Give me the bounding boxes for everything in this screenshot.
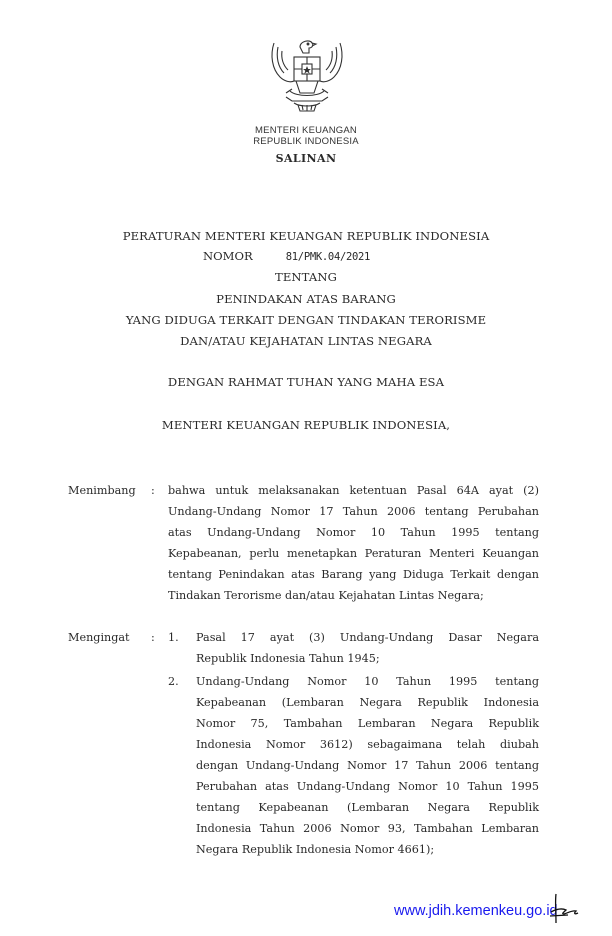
- mengingat-line: Republik Indonesia Tahun 1945;: [196, 652, 380, 665]
- subject-line-2: YANG DIDUGA TERKAIT DENGAN TINDAKAN TERORISME: [125, 313, 487, 327]
- copy-label: SALINAN: [275, 152, 337, 165]
- issuer: MENTERI KEUANGAN REPUBLIK INDONESIA,: [161, 418, 451, 432]
- paraf-signature-icon: [548, 892, 588, 924]
- menimbang-line: Undang-Undang Nomor 17 Tahun 2006 tentang Perubahan: [168, 505, 539, 518]
- mengingat-item-2: [196, 671, 539, 860]
- menimbang-line: bahwa untuk melaksanakan ketentuan Pasal 64A ayat (2): [168, 484, 539, 497]
- mengingat-line: Indonesia Nomor 3612) sebagaimana telah diubah: [196, 738, 539, 751]
- subject-line-1: PENINDAKAN ATAS BARANG: [216, 292, 396, 306]
- jdih-website-link[interactable]: www.jdih.kemenkeu.go.id: [394, 903, 558, 919]
- menimbang-colon: :: [151, 484, 155, 497]
- menimbang-line: Tindakan Terorisme dan/atau Kejahatan Lintas Negara;: [168, 589, 484, 602]
- mengingat-line: Negara Republik Indonesia Nomor 4661);: [196, 843, 435, 856]
- mengingat-line: dengan Undang-Undang Nomor 17 Tahun 2006 tentang: [196, 759, 539, 772]
- invocation: DENGAN RAHMAT TUHAN YANG MAHA ESA: [167, 375, 445, 389]
- mengingat-line: Indonesia Tahun 2006 Nomor 93, Tambahan Lembaran: [196, 822, 539, 835]
- institution-name-line2: REPUBLIK INDONESIA: [253, 136, 359, 147]
- menimbang-label: Menimbang: [68, 484, 136, 497]
- nomor-label: NOMOR: [203, 249, 253, 263]
- mengingat-line: Undang-Undang Nomor 10 Tahun 1995 tentang: [196, 675, 539, 688]
- mengingat-label: Mengingat: [68, 631, 130, 644]
- regulation-title: PERATURAN MENTERI KEUANGAN REPUBLIK INDONESIA: [122, 229, 490, 243]
- menimbang-line: atas Undang-Undang Nomor 10 Tahun 1995 tentang: [168, 526, 539, 539]
- mengingat-line: Kepabeanan (Lembaran Negara Republik Indonesia: [196, 696, 539, 709]
- menimbang-line: Kepabeanan, perlu menetapkan Peraturan Menteri Keuangan: [168, 547, 539, 560]
- mengingat-item-1: [196, 627, 539, 669]
- menimbang-paragraph: [168, 480, 539, 606]
- mengingat-line: Pasal 17 ayat (3) Undang-Undang Dasar Negara: [196, 631, 539, 644]
- mengingat-line: Nomor 75, Tambahan Lembaran Negara Republik: [196, 717, 539, 730]
- tentang-label: TENTANG: [275, 270, 337, 284]
- nomor-value: 81/PMK.04/2021: [285, 251, 371, 263]
- menimbang-line: tentang Penindakan atas Barang yang Diduga Terkait dengan: [168, 568, 539, 581]
- garuda-emblem-icon: [266, 33, 348, 115]
- subject-line-3: DAN/ATAU KEJAHATAN LINTAS NEGARA: [180, 334, 432, 348]
- mengingat-item-number: 2.: [168, 675, 179, 688]
- institution-name-line1: MENTERI KEUANGAN: [255, 125, 357, 136]
- mengingat-item-number: 1.: [168, 631, 179, 644]
- mengingat-line: tentang Kepabeanan (Lembaran Negara Republik: [196, 801, 539, 814]
- mengingat-line: Perubahan atas Undang-Undang Nomor 10 Tahun 1995: [196, 780, 539, 793]
- mengingat-colon: :: [151, 631, 155, 644]
- regulation-number-row: [203, 249, 370, 263]
